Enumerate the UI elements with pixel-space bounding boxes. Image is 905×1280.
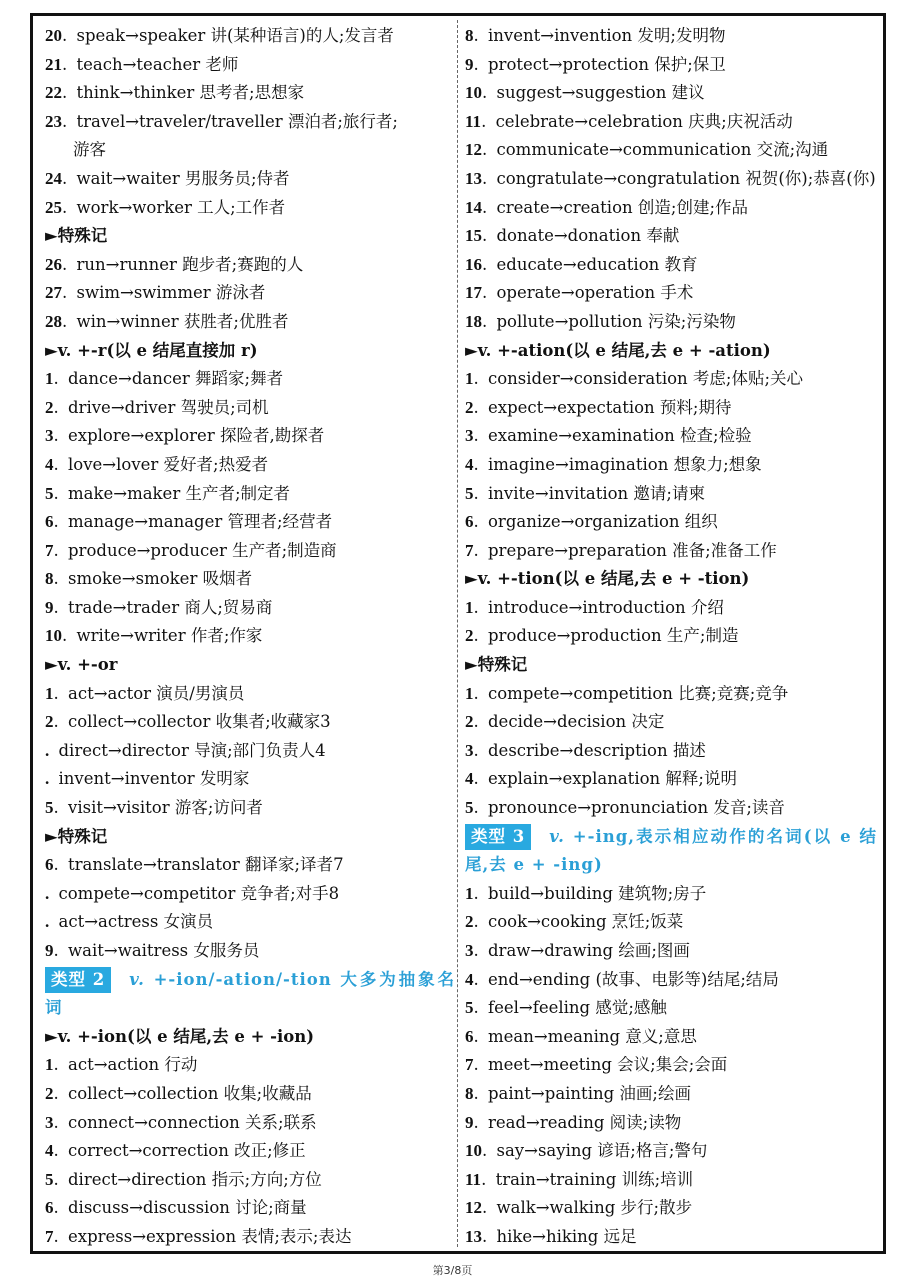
vocab-item: 28. win→winner 获胜者;优胜者 <box>45 311 289 331</box>
item-number: 26 <box>45 254 62 274</box>
item-number: 3 <box>45 1112 54 1132</box>
item-number: 20 <box>45 26 62 45</box>
item-text: expect→expectation 预料;期待 <box>488 397 732 417</box>
vocab-item: 12. communicate→communication 交流;沟通 <box>465 140 829 160</box>
item-number: 3 <box>465 941 474 960</box>
vocab-item: 10. say→saying 谚语;格言;警句 <box>465 1141 708 1161</box>
item-text: operate→operation 手术 <box>496 283 694 303</box>
item-text: connect→connection 关系;联系 <box>68 1112 317 1132</box>
vocab-item: 1. compete→competition 比赛;竞赛;竞争 <box>465 683 789 703</box>
item-number: . <box>45 883 50 903</box>
subsection-heading: ►v. +-r(以 e 结尾直接加 r) <box>45 340 258 360</box>
vocab-item: 6. mean→meaning 意义;意思 <box>465 1026 697 1046</box>
vocab-item: 21. teach→teacher 老师 <box>45 54 239 74</box>
item-text: think→thinker 思考者;思想家 <box>76 83 305 103</box>
item-text: direct→director 导演;部门负责人4 <box>58 740 326 760</box>
vocab-item: 5. direct→direction 指示;方向;方位 <box>45 1169 322 1189</box>
vocab-item: 20. speak→speaker 讲(某种语言)的人;发言者 <box>45 26 394 45</box>
vocab-item <box>45 737 455 766</box>
item-text: describe→description 描述 <box>488 740 706 760</box>
verb-abbrev: v. <box>549 826 565 846</box>
item-text: translate→translator 翻译家;译者7 <box>68 855 344 875</box>
type-heading <box>45 966 455 1023</box>
item-number: 11 <box>465 1169 482 1189</box>
vocab-item: 3. examine→examination 检查;检验 <box>465 426 752 446</box>
vocab-item <box>45 908 455 937</box>
item-number: 5 <box>465 998 474 1018</box>
vocab-item: 1. act→actor 演员/男演员 <box>45 683 245 703</box>
item-number: 27 <box>45 283 62 303</box>
item-number: 9 <box>465 1112 474 1132</box>
page-frame <box>30 13 886 1254</box>
item-number: 21 <box>45 54 62 74</box>
item-text: collect→collector 收集者;收藏家3 <box>68 712 331 732</box>
vocab-item: 22. think→thinker 思考者;思想家 <box>45 83 305 103</box>
vocab-item: 4. love→lover 爱好者;热爱者 <box>45 454 269 474</box>
item-text: say→saying 谚语;格言;警句 <box>496 1141 708 1161</box>
type-badge: 类型 3 <box>465 824 531 850</box>
item-number: 8 <box>45 569 54 589</box>
item-number: 2 <box>465 912 474 932</box>
item-text: walk→walking 步行;散步 <box>496 1198 693 1218</box>
vocab-item: 4. correct→correction 改正;修正 <box>45 1141 306 1161</box>
item-text: invent→invention 发明;发明物 <box>488 26 726 45</box>
item-number: 7 <box>465 1055 474 1075</box>
subsection-heading: ►v. +-or <box>45 655 118 675</box>
vocab-item: 3. describe→description 描述 <box>465 740 706 760</box>
vocab-item: 5. feel→feeling 感觉;感触 <box>465 998 667 1018</box>
item-text: visit→visitor 游客;访问者 <box>68 798 263 818</box>
item-number: 7 <box>465 540 474 560</box>
vocab-item: 3. explore→explorer 探险者,勘探者 <box>45 426 325 446</box>
item-text: wait→waiter 男服务员;侍者 <box>76 168 290 188</box>
item-number: 6 <box>45 855 54 875</box>
vocab-item: 15. donate→donation 奉献 <box>465 226 680 246</box>
vocab-item: 3. connect→connection 关系;联系 <box>45 1112 317 1132</box>
item-number: 9 <box>45 597 54 617</box>
vocab-item: 6. organize→organization 组织 <box>465 512 718 532</box>
item-number: 2 <box>45 712 54 732</box>
item-number: 5 <box>45 1169 54 1189</box>
vocab-item: 8. smoke→smoker 吸烟者 <box>45 569 253 589</box>
item-text: produce→producer 生产者;制造商 <box>68 540 337 560</box>
item-text: teach→teacher 老师 <box>76 54 239 74</box>
item-number: 1 <box>45 683 54 703</box>
item-number: 1 <box>45 1055 54 1075</box>
subsection-heading: ►v. +-ation(以 e 结尾,去 e + -ation) <box>465 340 771 360</box>
vocab-item: 9. protect→protection 保护;保卫 <box>465 54 726 74</box>
vocab-item: 5. invite→invitation 邀请;请柬 <box>465 483 705 503</box>
item-text: swim→swimmer 游泳者 <box>76 283 266 303</box>
item-text: communicate→communication 交流;沟通 <box>496 140 829 160</box>
item-text: invite→invitation 邀请;请柬 <box>488 483 705 503</box>
item-number: 4 <box>465 769 474 789</box>
vocab-item: 4. imagine→imagination 想象力;想象 <box>465 454 762 474</box>
item-text: direct→direction 指示;方向;方位 <box>68 1169 322 1189</box>
vocab-item: 5. pronounce→pronunciation 发音;读音 <box>465 798 785 818</box>
item-text: love→lover 爱好者;热爱者 <box>68 454 269 474</box>
item-text: produce→production 生产;制造 <box>488 626 739 646</box>
item-number: 22 <box>45 83 62 103</box>
item-text: organize→organization 组织 <box>488 512 718 532</box>
item-number: 2 <box>45 397 54 417</box>
item-number: 4 <box>465 454 474 474</box>
vocab-item: 23. travel→traveler/traveller 漂泊者;旅行者; <box>45 111 398 131</box>
item-text: suggest→suggestion 建议 <box>496 83 705 103</box>
item-number: 18 <box>465 311 482 331</box>
item-number: 9 <box>465 54 474 74</box>
subsection-heading: ►特殊记 <box>45 226 108 246</box>
item-number: 4 <box>45 1141 54 1161</box>
vocab-item: 1. act→action 行动 <box>45 1055 198 1075</box>
item-text: work→worker 工人;工作者 <box>76 197 286 217</box>
item-number: 13 <box>465 1226 482 1246</box>
item-text: act→action 行动 <box>68 1055 198 1075</box>
item-text: explore→explorer 探险者,勘探者 <box>68 426 325 446</box>
item-number: 7 <box>45 540 54 560</box>
item-number: 3 <box>465 426 474 446</box>
item-text: celebrate→celebration 庆典;庆祝活动 <box>495 111 793 131</box>
item-number: 6 <box>465 512 474 532</box>
item-text: examine→examination 检查;检验 <box>488 426 752 446</box>
item-number: 6 <box>45 1198 54 1218</box>
item-text: act→actress 女演员 <box>58 912 214 932</box>
vocab-item: 12. walk→walking 步行;散步 <box>465 1198 693 1218</box>
item-text: express→expression 表情;表示;表达 <box>68 1226 352 1246</box>
vocab-item <box>45 880 455 909</box>
vocab-item: 9. trade→trader 商人;贸易商 <box>45 597 273 617</box>
item-number: 8 <box>465 26 474 45</box>
vocab-item: 10. suggest→suggestion 建议 <box>465 83 705 103</box>
item-number: 12 <box>465 140 482 160</box>
vocab-item: 7. produce→producer 生产者;制造商 <box>45 540 337 560</box>
vocab-item: 6. manage→manager 管理者;经营者 <box>45 512 333 532</box>
item-text: wait→waitress 女服务员 <box>68 941 260 960</box>
item-number: 10 <box>465 83 482 103</box>
vocab-item: 1. consider→consideration 考虑;体贴;关心 <box>465 369 804 389</box>
item-number: 15 <box>465 226 482 246</box>
item-text: donate→donation 奉献 <box>496 226 680 246</box>
vocab-item: 9. wait→waitress 女服务员 <box>45 941 260 960</box>
item-number: 13 <box>465 168 482 188</box>
item-text: correct→correction 改正;修正 <box>68 1141 306 1161</box>
item-number: . <box>45 740 50 760</box>
item-continuation: 游客 <box>73 140 106 160</box>
type-heading-text: +-ing,表示相应动作的名词(以 e 结尾,去 e + -ing) <box>465 826 878 875</box>
vocab-item: 2. drive→driver 驾驶员;司机 <box>45 397 269 417</box>
item-text: write→writer 作者;作家 <box>76 626 263 646</box>
item-number: 3 <box>45 426 54 446</box>
subsection-heading: ►特殊记 <box>465 655 528 675</box>
vocab-item: 25. work→worker 工人;工作者 <box>45 197 286 217</box>
vocab-item: 7. meet→meeting 会议;集会;会面 <box>465 1055 728 1075</box>
item-number: 1 <box>465 683 474 703</box>
item-text: invent→inventor 发明家 <box>58 769 250 789</box>
vocab-item: 7. prepare→preparation 准备;准备工作 <box>465 540 777 560</box>
subsection-heading: ►v. +-tion(以 e 结尾,去 e + -tion) <box>465 569 750 589</box>
vocab-item: 11. train→training 训练;培训 <box>465 1169 694 1189</box>
item-number: 4 <box>45 454 54 474</box>
vocab-item: 4. explain→explanation 解释;说明 <box>465 769 737 789</box>
item-number: 12 <box>465 1198 482 1218</box>
vocab-item: 2. expect→expectation 预料;期待 <box>465 397 732 417</box>
item-text: read→reading 阅读;读物 <box>488 1112 682 1132</box>
item-text: protect→protection 保护;保卫 <box>488 54 726 74</box>
item-text: dance→dancer 舞蹈家;舞者 <box>68 369 284 389</box>
item-number: 5 <box>465 798 474 818</box>
vocab-item <box>45 765 455 794</box>
item-text: speak→speaker 讲(某种语言)的人;发言者 <box>76 26 394 45</box>
item-text: collect→collection 收集;收藏品 <box>68 1083 312 1103</box>
vocab-item: 26. run→runner 跑步者;赛跑的人 <box>45 254 304 274</box>
left-column <box>45 22 455 1252</box>
item-text: meet→meeting 会议;集会;会面 <box>488 1055 728 1075</box>
item-number: 11 <box>465 111 482 131</box>
item-text: win→winner 获胜者;优胜者 <box>76 311 289 331</box>
item-number: 1 <box>465 369 474 389</box>
item-number: 24 <box>45 168 62 188</box>
vocab-item: 27. swim→swimmer 游泳者 <box>45 283 266 303</box>
vocab-item: 2. collect→collection 收集;收藏品 <box>45 1083 312 1103</box>
column-divider <box>457 20 458 1247</box>
vocab-item: 1. build→building 建筑物;房子 <box>465 883 707 903</box>
item-text: compete→competitor 竞争者;对手8 <box>58 883 340 903</box>
vocab-item: 8. invent→invention 发明;发明物 <box>465 26 726 45</box>
item-text: cook→cooking 烹饪;饭菜 <box>488 912 684 932</box>
item-number: 6 <box>465 1026 474 1046</box>
item-number: 4 <box>465 969 474 989</box>
item-number: 2 <box>45 1083 54 1103</box>
type-heading <box>465 823 877 880</box>
vocab-item: 11. celebrate→celebration 庆典;庆祝活动 <box>465 111 793 131</box>
vocab-item: 8. paint→painting 油画;绘画 <box>465 1083 691 1103</box>
subsection-heading: ►特殊记 <box>45 826 108 846</box>
vocab-item: 10. write→writer 作者;作家 <box>45 626 263 646</box>
vocab-item: 2. produce→production 生产;制造 <box>465 626 739 646</box>
vocab-item: 18. pollute→pollution 污染;污染物 <box>465 311 736 331</box>
item-number: 10 <box>45 626 62 646</box>
item-text: pronounce→pronunciation 发音;读音 <box>488 798 785 818</box>
item-number: 1 <box>465 597 474 617</box>
vocab-item: 2. collect→collector 收集者;收藏家3 <box>45 712 331 732</box>
item-number: 1 <box>465 883 474 903</box>
type-badge: 类型 2 <box>45 967 111 993</box>
item-number: 10 <box>465 1141 482 1161</box>
item-number: 2 <box>465 712 474 732</box>
item-text: travel→traveler/traveller 漂泊者;旅行者; <box>76 111 398 131</box>
item-text: educate→education 教育 <box>496 254 698 274</box>
item-number: 7 <box>45 1226 54 1246</box>
item-text: draw→drawing 绘画;图画 <box>488 941 690 960</box>
item-text: drive→driver 驾驶员;司机 <box>68 397 269 417</box>
item-text: prepare→preparation 准备;准备工作 <box>488 540 777 560</box>
verb-abbrev: v. <box>129 969 145 989</box>
vocab-item: 5. visit→visitor 游客;访问者 <box>45 798 263 818</box>
item-number: 5 <box>45 798 54 818</box>
item-number: 1 <box>45 369 54 389</box>
vocab-item: 14. create→creation 创造;创建;作品 <box>465 197 749 217</box>
item-text: mean→meaning 意义;意思 <box>488 1026 697 1046</box>
page-number: 第3/8页 <box>432 1264 473 1277</box>
vocab-item: 5. make→maker 生产者;制定者 <box>45 483 291 503</box>
item-text: decide→decision 决定 <box>488 712 665 732</box>
right-column <box>465 22 877 1252</box>
item-number: 8 <box>465 1083 474 1103</box>
item-text: compete→competition 比赛;竞赛;竞争 <box>488 683 789 703</box>
item-number: 5 <box>465 483 474 503</box>
item-text: smoke→smoker 吸烟者 <box>68 569 253 589</box>
vocab-item: 17. operate→operation 手术 <box>465 283 694 303</box>
item-number: . <box>45 769 50 789</box>
item-number: 9 <box>45 941 54 960</box>
item-text: imagine→imagination 想象力;想象 <box>488 454 762 474</box>
item-number: 28 <box>45 311 62 331</box>
vocab-item: 24. wait→waiter 男服务员;侍者 <box>45 168 290 188</box>
item-text: build→building 建筑物;房子 <box>488 883 707 903</box>
item-number: 25 <box>45 197 62 217</box>
item-text: manage→manager 管理者;经营者 <box>68 512 333 532</box>
item-text: pollute→pollution 污染;污染物 <box>496 311 736 331</box>
item-text: make→maker 生产者;制定者 <box>68 483 291 503</box>
item-text: feel→feeling 感觉;感触 <box>488 998 667 1018</box>
item-number: 3 <box>465 740 474 760</box>
item-text: explain→explanation 解释;说明 <box>488 769 737 789</box>
item-number: 23 <box>45 111 62 131</box>
item-text: hike→hiking 远足 <box>496 1226 637 1246</box>
item-text: consider→consideration 考虑;体贴;关心 <box>488 369 804 389</box>
item-text: run→runner 跑步者;赛跑的人 <box>76 254 304 274</box>
type-heading-text: +-ion/-ation/-tion 大多为抽象名词 <box>45 969 455 1018</box>
item-number: 16 <box>465 254 482 274</box>
item-number: . <box>45 912 50 932</box>
item-number: 17 <box>465 283 482 303</box>
vocab-item: 9. read→reading 阅读;读物 <box>465 1112 682 1132</box>
vocab-item: 6. discuss→discussion 讨论;商量 <box>45 1198 307 1218</box>
vocab-item: 2. decide→decision 决定 <box>465 712 665 732</box>
vocab-item: 4. end→ending (故事、电影等)结尾;结局 <box>465 969 779 989</box>
vocab-item: 13. hike→hiking 远足 <box>465 1226 637 1246</box>
vocab-item: 2. cook→cooking 烹饪;饭菜 <box>465 912 684 932</box>
item-text: trade→trader 商人;贸易商 <box>68 597 273 617</box>
subsection-heading: ►v. +-ion(以 e 结尾,去 e + -ion) <box>45 1026 315 1046</box>
vocab-item: 1. introduce→introduction 介绍 <box>465 597 724 617</box>
item-number: 14 <box>465 197 482 217</box>
item-text: introduce→introduction 介绍 <box>488 597 724 617</box>
vocab-item: 13. congratulate→congratulation 祝贺(你);恭喜(你) <box>465 168 876 188</box>
item-text: discuss→discussion 讨论;商量 <box>68 1198 307 1218</box>
item-number: 6 <box>45 512 54 532</box>
item-number: 2 <box>465 397 474 417</box>
item-text: congratulate→congratulation 祝贺(你);恭喜(你) <box>496 168 876 188</box>
item-text: create→creation 创造;创建;作品 <box>496 197 749 217</box>
item-text: end→ending (故事、电影等)结尾;结局 <box>488 969 779 989</box>
item-number: 2 <box>465 626 474 646</box>
item-text: train→training 训练;培训 <box>495 1169 694 1189</box>
item-text: act→actor 演员/男演员 <box>68 683 245 703</box>
item-text: paint→painting 油画;绘画 <box>488 1083 691 1103</box>
vocab-item: 1. dance→dancer 舞蹈家;舞者 <box>45 369 284 389</box>
vocab-item: 3. draw→drawing 绘画;图画 <box>465 941 690 960</box>
vocab-item: 7. express→expression 表情;表示;表达 <box>45 1226 352 1246</box>
vocab-item: 16. educate→education 教育 <box>465 254 698 274</box>
item-number: 5 <box>45 483 54 503</box>
vocab-item: 6. translate→translator 翻译家;译者7 <box>45 855 344 875</box>
